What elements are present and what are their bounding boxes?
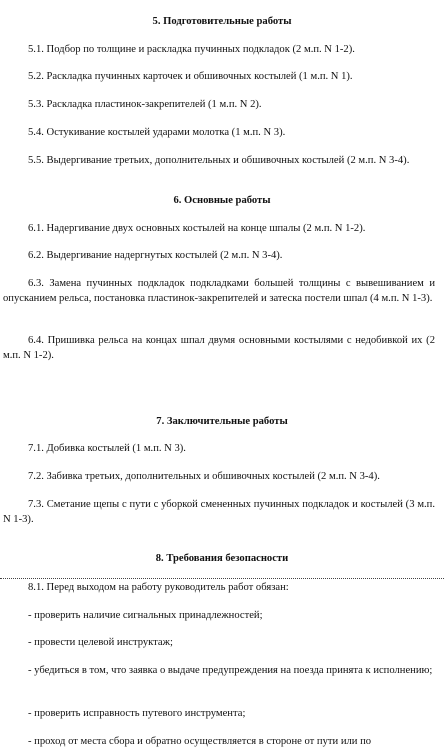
paragraph-5-3: 5.3. Раскладка пластинок-закрепителей (1 м.п. N 2). <box>28 99 262 110</box>
paragraph-6-1: 6.1. Надергивание двух основных костылей на конце шпалы (2 м.п. N 1-2). <box>28 223 366 234</box>
section-heading-5: 5. Подготовительные работы <box>152 16 292 27</box>
paragraph-7-1: 7.1. Добивка костылей (1 м.п. N 3). <box>28 443 186 454</box>
section-heading-8: 8. Требования безопасности <box>155 553 289 564</box>
paragraph-7-3: 7.3. Сметание щепы с пути с уборкой смененных пучинных подкладок и костылей (3 м.п. N 1-3). <box>3 499 435 525</box>
dotted-divider <box>0 578 444 579</box>
list-item: - убедиться в том, что заявка о выдаче предупреждения на поезда принята к исполнению; <box>28 665 433 676</box>
paragraph-5-1: 5.1. Подбор по толщине и раскладка пучинных подкладок (2 м.п. N 1-2). <box>28 44 355 55</box>
paragraph-5-5: 5.5. Выдергивание третьих, дополнительных и обшивочных костылей (2 м.п. N 3-4). <box>28 155 410 166</box>
paragraph-5-2: 5.2. Раскладка пучинных карточек и обшивочных костылей (1 м.п. N 1). <box>28 71 353 82</box>
section-heading-7: 7. Заключительные работы <box>156 416 288 427</box>
paragraph-6-3: 6.3. Замена пучинных подкладок подкладками большей толщины с вывешиванием и опусканием рельса, постановка пластинок-закрепителей и затеска постели шпал (4 м.п. N 1-3). <box>3 278 435 304</box>
list-item: - проверить исправность путевого инструмента; <box>28 708 246 719</box>
paragraph-8-1: 8.1. Перед выходом на работу руководитель работ обязан: <box>28 582 289 593</box>
paragraph-5-4: 5.4. Остукивание костылей ударами молотка (1 м.п. N 3). <box>28 127 286 138</box>
list-item: - проход от места сбора и обратно осуществляется в стороне от пути или по <box>28 736 372 747</box>
list-item: - провести целевой инструктаж; <box>28 637 173 648</box>
list-item: - проверить наличие сигнальных принадлежностей; <box>28 610 263 621</box>
section-heading-6: 6. Основные работы <box>173 195 271 206</box>
paragraph-6-2: 6.2. Выдергивание надергнутых костылей (2 м.п. N 3-4). <box>28 250 283 261</box>
paragraph-7-2: 7.2. Забивка третьих, дополнительных и обшивочных костылей (2 м.п. N 3-4). <box>28 471 380 482</box>
paragraph-6-4: 6.4. Пришивка рельса на концах шпал двумя основными костылями с недобивкой их (2 м.п. N 1-2). <box>3 335 435 361</box>
